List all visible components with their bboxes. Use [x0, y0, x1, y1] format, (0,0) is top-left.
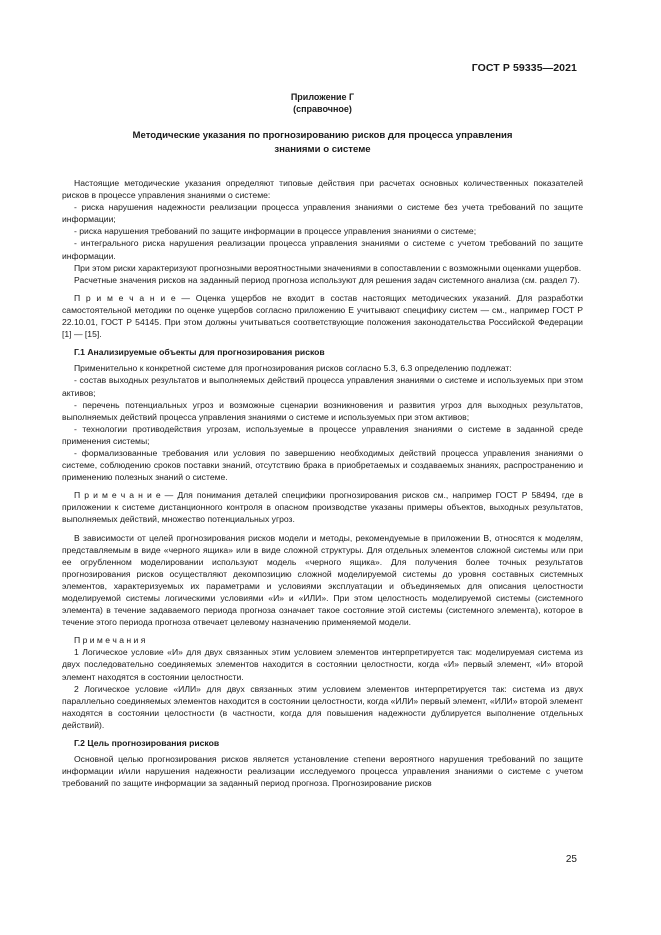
section-g1-models-paragraph: В зависимости от целей прогнозирования рисков модели и методы, рекомендуемые в приложении В, относятся к моделям, представляемым в виде «черного ящика» или в виде сложной структуры. Для отдельных элементов сложной системы или при ее огрубленном моделировании используют модель «черного ящика». Для получения более точных результатов прогнозирования рисков осуществляют декомпозицию сложной моделируемой системы до уровня составных системных элементов, характеризуемых их параметрами и условиями эксплуатации и объединяемых для описания целостности моделируемой системы логическими условиями «И» и «ИЛИ». При этом целостность моделируемой системы (системного элемента) в течение задаваемого периода прогноза означает такое состояние этой системы (системного элемента), которое в течение этого периода прогноза отвечает целевому назначению применяемой модели. [62, 532, 583, 628]
note-label: П р и м е ч а н и е [74, 292, 176, 303]
intro-paragraph: Настоящие методические указания определяют типовые действия при расчетах основных количественных показателей рисков в процессе управления знаниями о системе: [62, 178, 583, 201]
section-g2-title: Г.2 Цель прогнозирования рисков [74, 738, 220, 749]
section-g1-note [62, 489, 583, 525]
page-number: 25 [565, 854, 577, 865]
section-g1-list-item: - технологии противодействия угрозам, используемые в процессе управления знаниями о системе в заданной среде применения системы; [62, 423, 583, 446]
note-1 [62, 292, 583, 340]
intro-list-item: - риска нарушения надежности реализации процесса управления знаниями о системе без учета требований по защите информации; [62, 202, 583, 225]
section-g1-list-item: - перечень потенциальных угроз и возможные сценарии возникновения и развития угроз для выходных результатов, выполняемых действий процесса управления знаниями о системе и используемых при этом активов; [62, 399, 583, 422]
section-g1-list-item: - формализованные требования или условия по завершению необходимых действий процесса управления знаниями о системе, соблюдению сроков поставки знаний, отсутствию брака в приобретаемых и создаваемых знаниях, распространению и применению полезных знаний о системе. [62, 447, 583, 483]
intro-list-item: - интегрального риска нарушения реализации процесса управления знаниями о системе с учетом требований по защите информации. [62, 238, 583, 261]
standard-number: ГОСТ Р 59335—2021 [471, 62, 577, 74]
intro-list-item: - риска нарушения требований по защите информации в процессе управления знаниями о системе; [74, 226, 477, 237]
appendix-heading-line1: Методические указания по прогнозированию рисков для процесса управления [132, 130, 513, 141]
section-g2-paragraph: Основной целью прогнозирования рисков является установление степени вероятного нарушения требований по защите информации и/или нарушения надежности реализации исследуемого процесса управления знаниями о системе с учетом требований по защите информации за заданный период прогноза. Прогнозирование рисков [62, 754, 583, 789]
note-label: П р и м е ч а н и е [74, 490, 161, 501]
appendix-heading [62, 129, 583, 156]
note-text: — Оценка ущербов не входит в состав настоящих методических указаний. Для разработки самостоятельной методики по оценке ущербов согласно приложению Е учитывают специфику систем — см., например ГОСТ Р 22.10.01, ГОСТ Р 54145. При этом должны учитываться соответствующие положения законодательства Российской Федерации [1] — [15]. [62, 292, 583, 340]
section-g1-paragraph: Применительно к конкретной системе для прогнозирования рисков согласно 5.3, 6.3 определению подлежат: [74, 363, 512, 374]
appendix-heading-line2: знаниями о системе [274, 143, 371, 155]
section-g1-list-item: - состав выходных результатов и выполняемых действий процесса управления знаниями о системе и используемых при этом активов; [62, 375, 583, 398]
section-g1-title: Г.1 Анализируемые объекты для прогнозирования рисков [74, 347, 325, 358]
appendix-title: Приложение Г [290, 92, 355, 102]
intro-paragraph: При этом риски характеризуют прогнозными вероятностными значениями в сопоставлении с возможными оценками ущербов. [74, 262, 582, 273]
appendix-kind: (справочное) [293, 104, 352, 114]
notes-label: П р и м е ч а н и я [74, 635, 146, 646]
page-content [62, 91, 583, 789]
note-text: — Для понимания деталей специфики прогнозирования рисков см., например ГОСТ Р 58494, где в приложении к системе дистанционного контроля в опасном производстве указаны примеры объектов, выходных результатов, выполняемых действий, множество потенциальных угроз. [62, 490, 584, 525]
note-item: 1 Логическое условие «И» для двух связанных этим условием элементов интерпретируется так: моделируемая система из двух последовательно соединяемых элементов находится в состоянии целостности, когда «И» первый элемент, «И» второй элемент находятся в состоянии целостности. [62, 647, 583, 682]
note-item: 2 Логическое условие «ИЛИ» для двух связанных этим условием элементов интерпретируется так: система из двух параллельно соединяемых элементов находится в состоянии целостности, когда «ИЛИ» первый элемент, «ИЛИ» второй элемент находятся в состоянии целостности (в частности, когда для повышения надежности дублируется выполнение отдельных действий). [62, 683, 583, 730]
intro-paragraph: Расчетные значения рисков на заданный период прогноза используют для решения задач системного анализа (см. раздел 7). [74, 274, 580, 285]
